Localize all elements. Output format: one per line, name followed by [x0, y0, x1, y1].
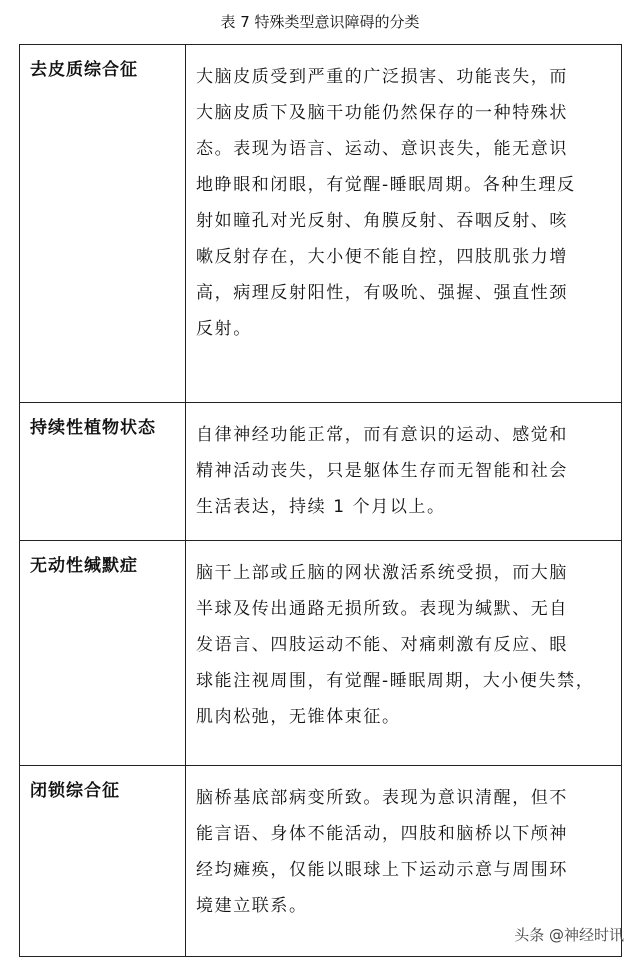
description-line: 反射。: [196, 319, 252, 339]
description-line: 经均瘫痪，仅能以眼球上下运动示意与周围环: [196, 860, 568, 880]
classification-table: [19, 44, 622, 957]
term-cell: 持续性植物状态: [20, 403, 186, 540]
watermark: 头条 @神经时讯: [514, 926, 624, 944]
description-line: 生活表达，持续 1 个月以上。: [196, 497, 446, 517]
description-line: 嗽反射存在，大小便不能自控，四肢肌张力增: [196, 247, 568, 267]
description-line: 脑干上部或丘脑的网状激活系统受损，而大脑: [196, 563, 568, 583]
description-cell: [186, 403, 621, 540]
term-cell: 闭锁综合征: [20, 766, 186, 956]
description-line: 境建立联系。: [196, 896, 308, 916]
table-row: [20, 541, 621, 766]
description-line: 脑桥基底部病变所致。表现为意识清醒，但不: [196, 788, 568, 808]
table-row: [20, 45, 621, 403]
description-line: 射如瞳孔对光反射、角膜反射、吞咽反射、咳: [196, 211, 568, 231]
description-line: 态。表现为语言、运动、意识丧失，能无意识: [196, 139, 568, 159]
description-line: 精神活动丧失，只是躯体生存而无智能和社会: [196, 461, 568, 481]
description-line: 球能注视周围，有觉醒-睡眠周期，大小便失禁，: [196, 671, 595, 691]
term-cell: 无动性缄默症: [20, 541, 186, 765]
description-line: 地睁眼和闭眼，有觉醒-睡眠周期。各种生理反: [196, 175, 576, 195]
table-row: [20, 403, 621, 541]
description-line: 发语言、四肢运动不能、对痛刺激有反应、眼: [196, 635, 568, 655]
description-cell: [186, 45, 621, 402]
description-line: 半球及传出通路无损所致。表现为缄默、无自: [196, 599, 568, 619]
description-line: 肌肉松弛，无锥体束征。: [196, 707, 401, 727]
description-line: 能言语、身体不能活动，四肢和脑桥以下颅神: [196, 824, 568, 844]
table-caption: 表 7 特殊类型意识障碍的分类: [220, 13, 420, 31]
description-line: 自律神经功能正常，而有意识的运动、感觉和: [196, 425, 568, 445]
description-cell: [186, 541, 621, 765]
description-line: 大脑皮质下及脑干功能仍然保存的一种特殊状: [196, 103, 568, 123]
description-line: 高，病理反射阳性，有吸吮、强握、强直性颈: [196, 283, 568, 303]
description-line: 大脑皮质受到严重的广泛损害、功能丧失，而: [196, 67, 568, 87]
term-cell: 去皮质综合征: [20, 45, 186, 402]
